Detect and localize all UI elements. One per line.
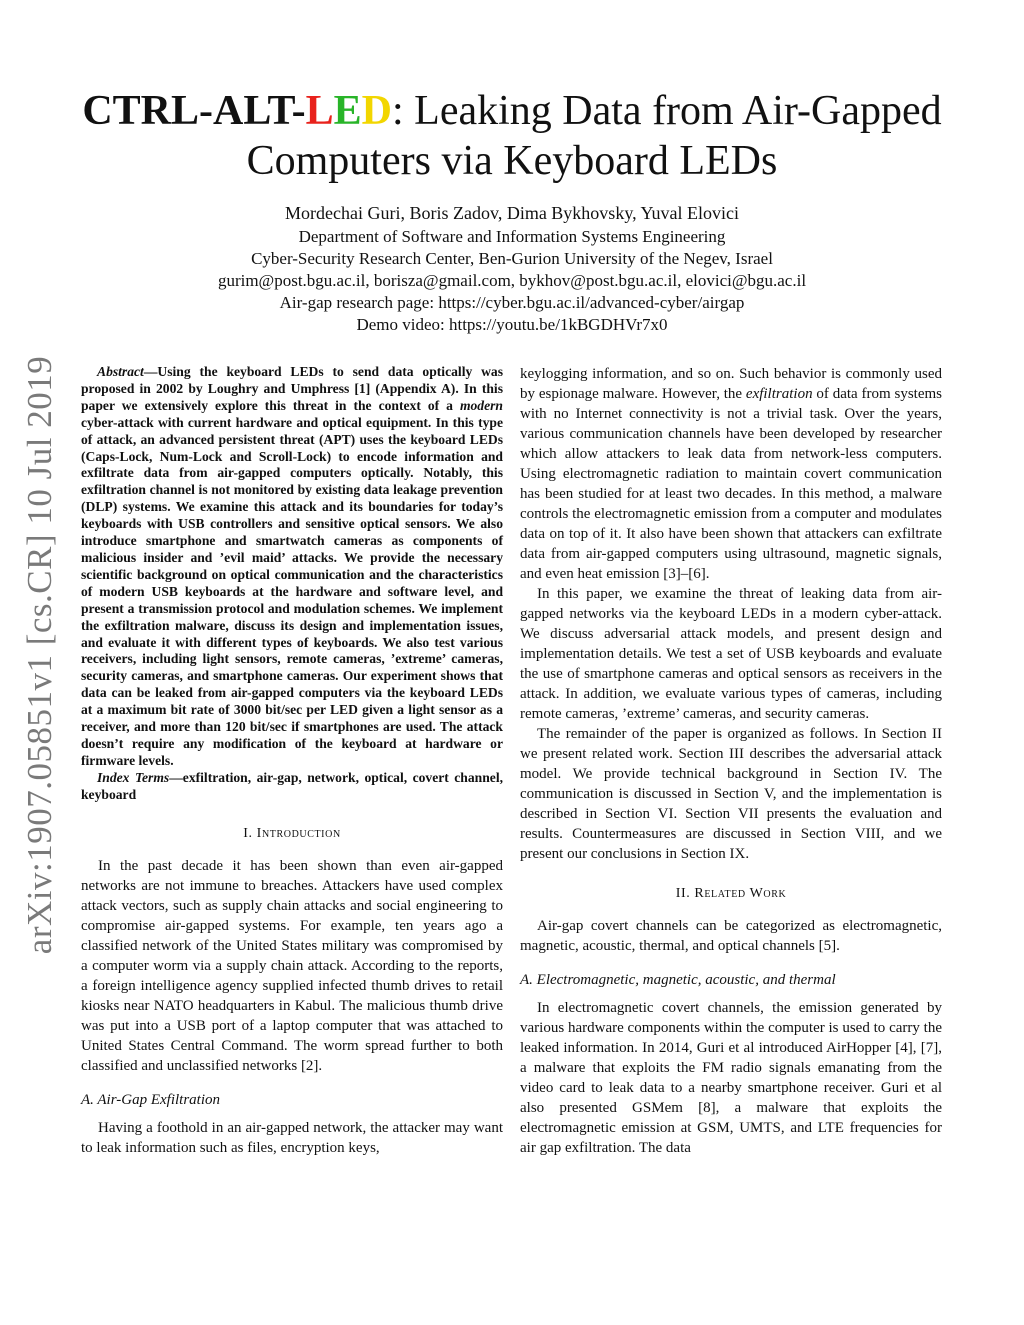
title-block (80, 86, 944, 336)
title-led-d: D (361, 88, 393, 134)
arxiv-stamp-text: arXiv:1907.05851v1 [cs.CR] 10 Jul 2019 (20, 355, 60, 955)
intro-paragraph: In the past decade it has been shown than even air-gapped networks are not immune to breaches. Attackers have used complex attack vectors, such as supply chain attacks and social engineering to compromise air-gapped systems. For example, ten years ago a classified network of the United States military was compromised by a computer worm via a supply chain attack. According to the reports, a foreign intelligence agency supplied infected thumb drives to retail kiosks near NATO headquarters in Kabul. The malicious thumb drive was put into a USB port of a laptop computer that was attached to United States Central Command. The worm spread further to both classified and unclassified networks [2]. (81, 857, 503, 1074)
exfiltration-emphasis: exfiltration (745, 386, 813, 402)
subsection-heading-electromagnetic: A. Electromagnetic, magnetic, acoustic, and thermal (520, 972, 836, 988)
right-paragraph-1-b: of data from systems with no Internet connectivity is not a trivial task. Over the years, various communication channels have been developed by researcher which allow attackers to leak data from network-less computers. Using electromagnetic radiation to maintain covert communication has been studied for at least two decades. In this method, a malware controls the electromagnetic emission from a computer and modulates data on top of it. It also have been shown that attackers can exfiltrate data from air-gapped computers using ultrasound, magnetic signals, and even heat emission [3]–[6]. (520, 386, 942, 582)
left-column (81, 364, 503, 1158)
right-paragraph-1 (520, 364, 942, 584)
author-center: Cyber-Security Research Center, Ben-Gurion University of the Negev, Israel (251, 249, 773, 268)
related-paragraph-2: In electromagnetic covert channels, the emission generated by various hardware components within the computer is used to carry the leaked information. In 2014, Guri et al introduced AirHopper [4], [7], a malware that exploits the FM radio signals emanating from the video card to leak data to a nearby smartphone receiver. Guri et al also presented GSMem [8], a malware that exploits the electromagnetic emission at GSM, UMTS, and LTE frequencies for air gap exfiltration. The data (520, 1000, 942, 1156)
index-terms-text: —exfiltration, air-gap, network, optical, covert channel, keyboard (81, 769, 503, 802)
author-block (80, 202, 944, 336)
title-prefix: CTRL-ALT- (82, 88, 306, 134)
title-led-e: E (333, 88, 362, 134)
right-paragraph-2: In this paper, we examine the threat of leaking data from air-gapped networks via the keyboard LEDs in a modern cyber-attack. We discuss adversarial attack models, and present design and implementation details. We test a set of USB keyboards and evaluate the use of smartphone cameras and optical sensors as receivers in the attack. In addition, we evaluate various types of cameras, including remote cameras, ’extreme’ cameras, and security cameras. (520, 586, 942, 722)
research-page-link[interactable]: Air-gap research page: https://cyber.bgu.ac.il/advanced-cyber/airgap (279, 293, 745, 312)
index-terms (81, 770, 503, 804)
right-column (520, 364, 942, 1158)
title-led-l: L (305, 88, 334, 134)
abstract-text-1: —Using the keyboard LEDs to send data optically was proposed in 2002 by Loughry and Umphress [1] (Appendix A). In this paper we extensively explore this threat in the context of a (81, 364, 503, 413)
abstract-text-2: cyber-attack with current hardware and optical equipment. In this type of attack, an advanced persistent threat (APT) uses the keyboard LEDs (Caps-Lock, Num-Lock and Scroll-Lock) to encode information and exfiltrate data from air-gapped computers optically. Notably, this exfiltration channel is not monitored by existing data leakage prevention (DLP) systems. We examine this attack and its boundaries for today’s keyboards with USB controllers and sensitive optical sensors. We also introduce smartphone and smartwatch cameras as components of malicious insider and ’evil maid’ attacks. We provide the necessary scientific background on optical communication and the characteristics of modern USB keyboards at the hardware and software level, and present a transmission protocol and modulation schemes. We implement the exfiltration malware, discuss its design and implementation issues, and evaluate it with different types of keyboards. We also test various receivers, including light sensors, remote cameras, ’extreme’ cameras, security cameras, and smartphone cameras. Our experiment shows that data can be leaked from air-gapped computers via the keyboard LEDs at a maximum bit rate of 3000 bit/sec per LED given a light sensor as a receiver, and more than 120 bit/sec if smartphones are used. The attack doesn’t require any modification of the keyboard at hardware or firmware levels. (81, 414, 503, 768)
right-paragraph-3: The remainder of the paper is organized as follows. In Section II we present related work. Section III describes the adversarial attack model. We provide technical background in Section IV. The communication is discussed in Section V, and the implementation is described in Section VI. Section VII presents the evaluation and results. Countermeasures are discussed in Section VIII, and we present our conclusions in Section IX. (520, 726, 942, 862)
abstract-modern: modern (459, 397, 503, 413)
author-emails: gurim@post.bgu.ac.il, borisza@gmail.com, bykhov@post.bgu.ac.il, elovici@bgu.ac.il (217, 271, 807, 290)
demo-video-link[interactable]: Demo video: https://youtu.be/1kBGDHVr7x0 (356, 315, 668, 334)
author-names: Mordechai Guri, Boris Zadov, Dima Bykhovsky, Yuval Elovici (285, 203, 739, 223)
title-line2: Computers via Keyboard LEDs (246, 138, 778, 184)
subsection-heading-airgap-exfiltration: A. Air-Gap Exfiltration (81, 1091, 220, 1108)
abstract-label: Abstract (97, 364, 144, 379)
author-department: Department of Software and Information Systems Engineering (298, 227, 726, 246)
related-paragraph-1: Air-gap covert channels can be categorized as electromagnetic, magnetic, acoustic, thermal, and optical channels [5]. (520, 918, 942, 954)
title-rest-line1: : Leaking Data from Air-Gapped (392, 88, 942, 134)
airgap-paragraph: Having a foothold in an air-gapped network, the attacker may want to leak information such as files, encryption keys, (81, 1119, 503, 1156)
section-heading-related-work: II. Related Work (675, 886, 787, 901)
section-heading-introduction: I. Introduction (243, 825, 341, 841)
paper-title (80, 86, 944, 186)
arxiv-stamp (20, 355, 60, 955)
abstract (81, 364, 503, 770)
index-terms-label: Index Terms (97, 769, 170, 785)
right-paragraph-1-a: keylogging information, and so on. Such behavior is commonly used by espionage malware. However, the (520, 366, 942, 402)
